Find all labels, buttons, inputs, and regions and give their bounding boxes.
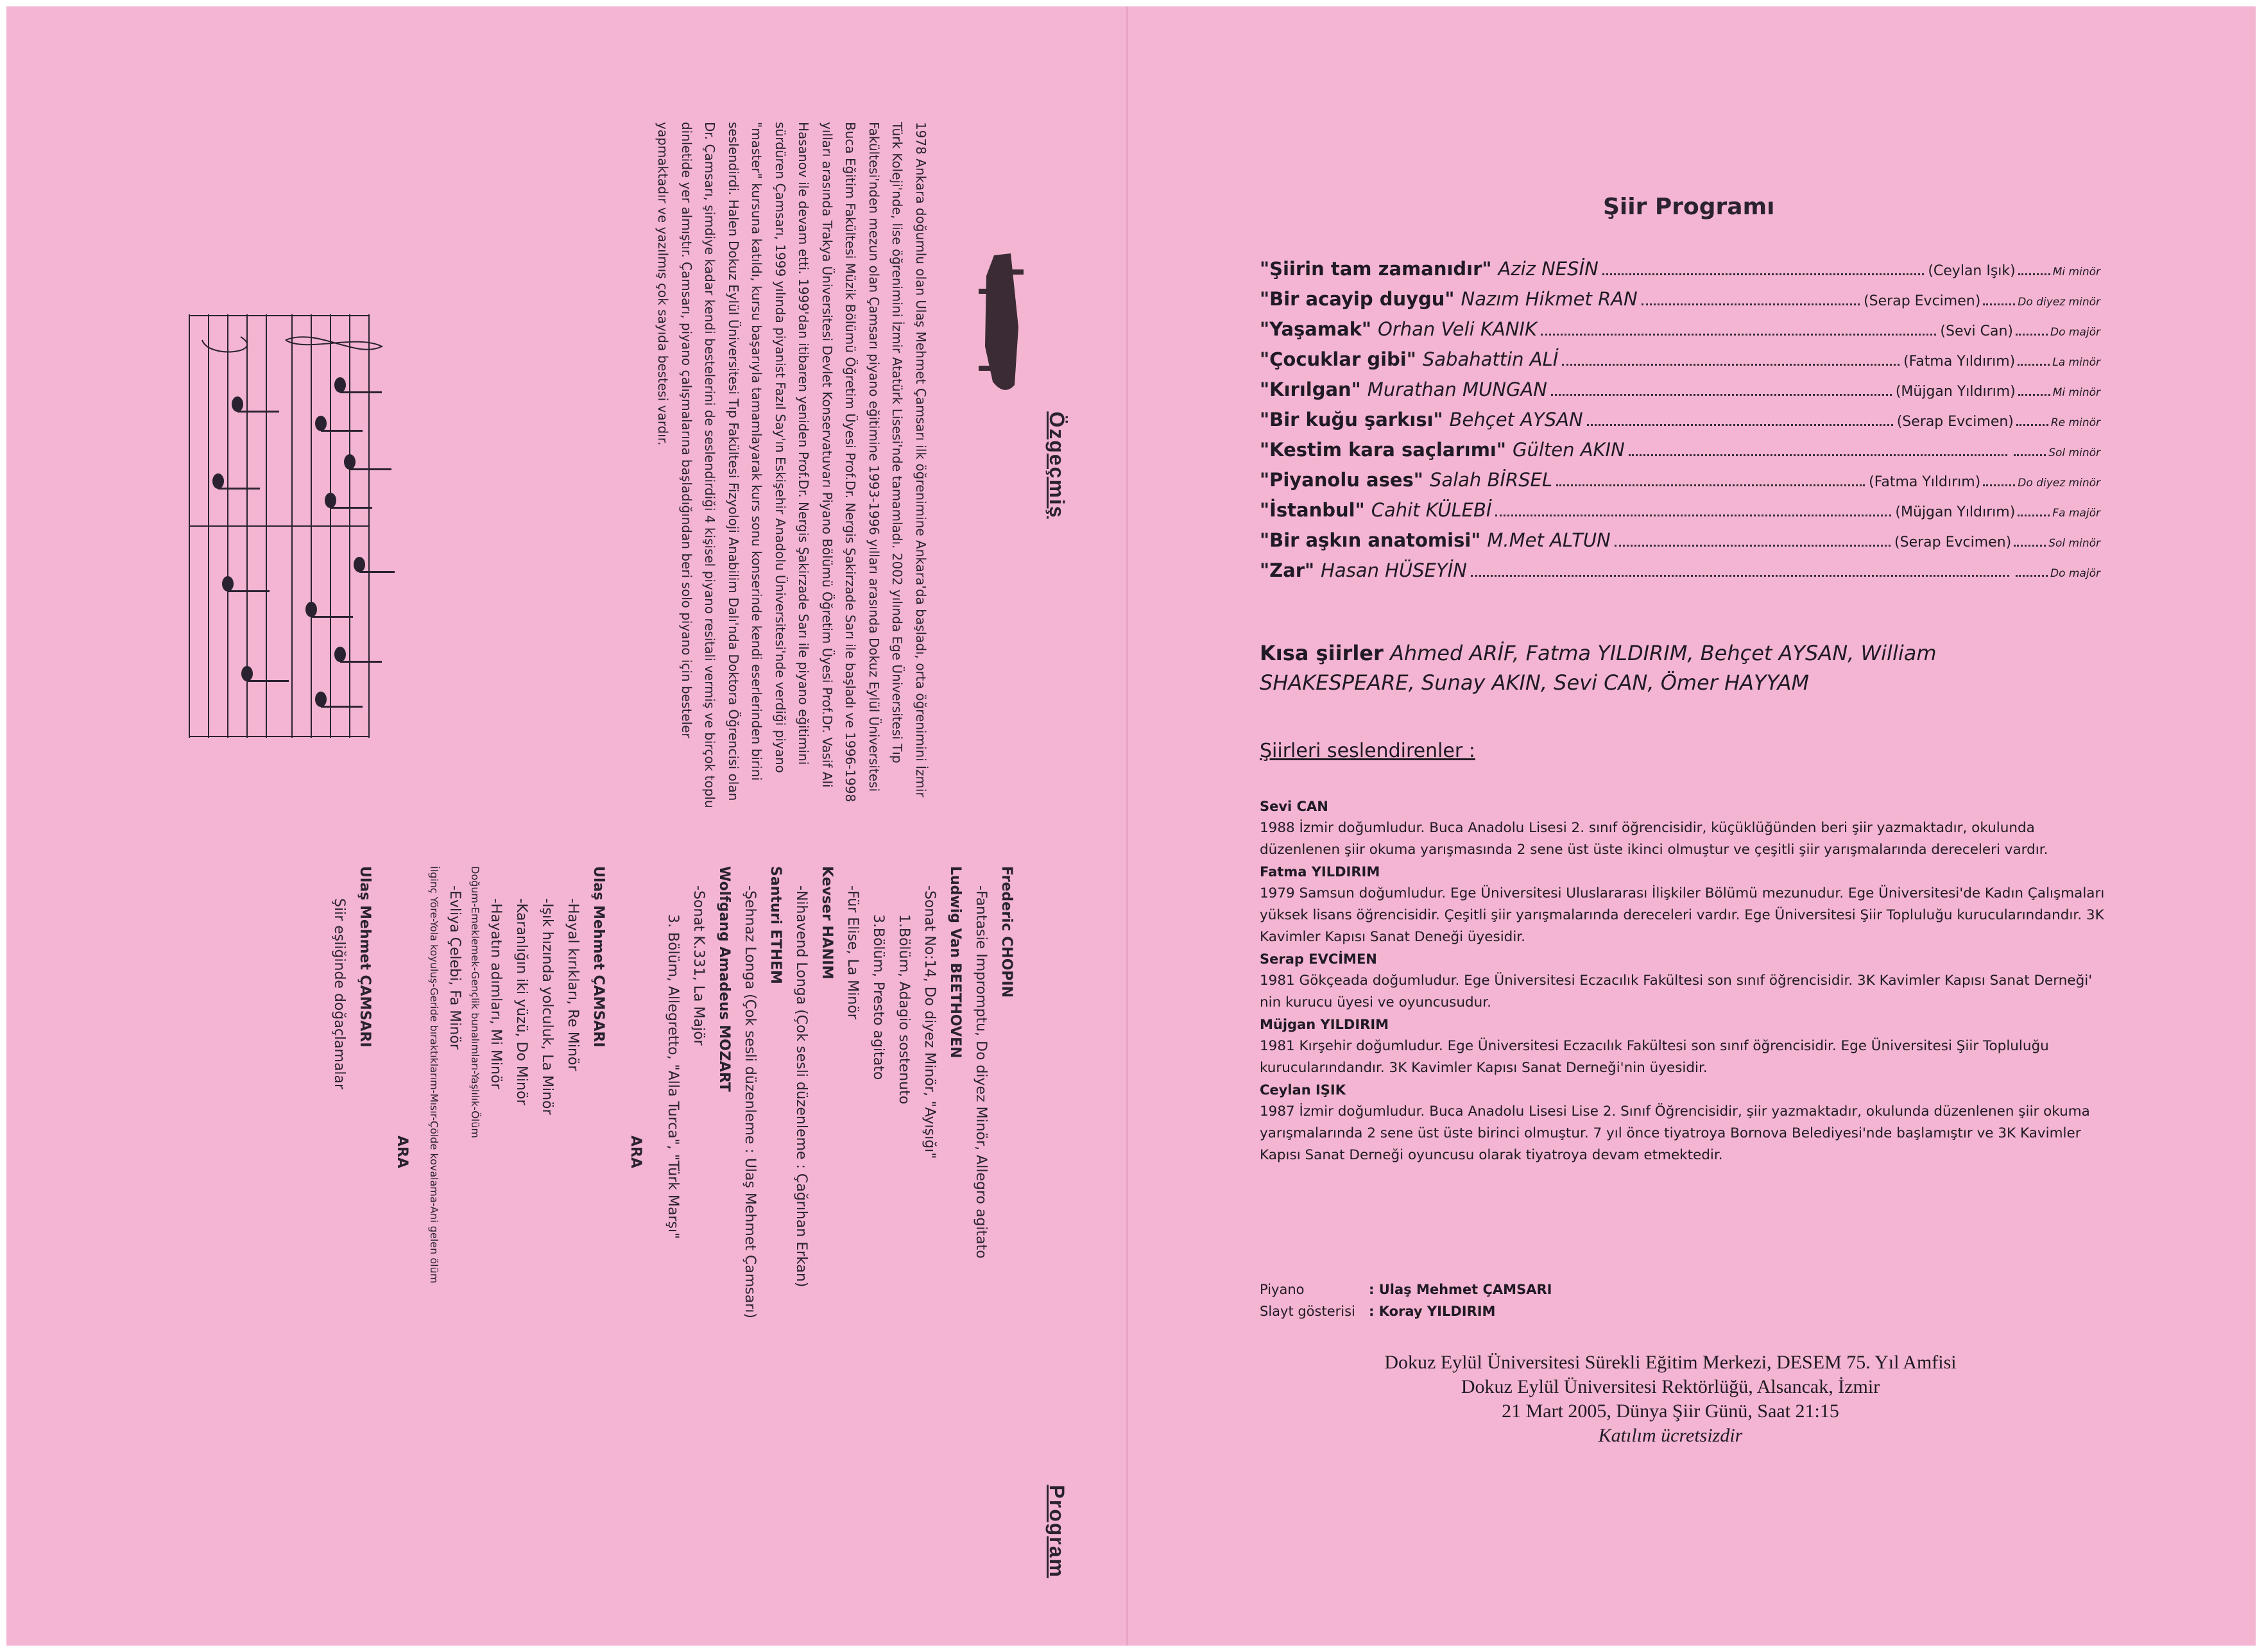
dot-leader bbox=[2018, 273, 2050, 275]
address-line: Dokuz Eylül Üniversitesi Rektörlüğü, Alsancak, İzmir bbox=[1461, 1376, 1880, 1397]
program-item: -Hayatın adımları, Mi Minör bbox=[488, 898, 504, 1089]
poem-reader: (Müjgan Yıldırım) bbox=[1895, 384, 2016, 400]
biography-heading: Özgeçmiş bbox=[1045, 411, 1068, 519]
poem-author: Salah BİRSEL bbox=[1429, 469, 1552, 491]
readers-heading: Şiirleri seslendirenler : bbox=[1260, 740, 1475, 762]
short-poems bbox=[1260, 638, 2055, 697]
program-item: -Sonat K.331, La Majör bbox=[690, 885, 707, 1046]
dot-leader bbox=[1551, 394, 1892, 396]
dot-leader bbox=[1642, 303, 1860, 305]
program-item: -Karanlığın iki yüzü, Do Minör bbox=[513, 898, 529, 1105]
program-item: -Evliya Çelebi, Fa Minör bbox=[447, 885, 463, 1050]
dot-leader bbox=[1983, 303, 2015, 305]
poem-title: "Zar" bbox=[1260, 559, 1315, 581]
credit-row-piano bbox=[1260, 1279, 1552, 1300]
poem-title: "Yaşamak" bbox=[1260, 318, 1372, 340]
poem-row bbox=[1260, 379, 2100, 409]
reader-name: Serap EVCİMEN bbox=[1260, 951, 1377, 967]
poem-key: Do majör bbox=[2050, 326, 2100, 339]
poetry-program-title: Şiir Programı bbox=[1603, 194, 1775, 220]
poem-key: Do diyez minör bbox=[2018, 477, 2100, 490]
reader-bio: 1979 Samsun doğumludur. Ege Üniversitesi Uluslararası İlişkiler Bölümü mezunudur. Ege Üniversitesi'de Kadın Çalışmaları yüksek lisans öğrencisidir. Çeşitli şiir yarışmalarında dereceleri vardır. Ege Üniversitesi Şiir Topluluğu kurucularındandır. 3K Kavimler Kapısı Sanat Deneği üyesidir. bbox=[1260, 885, 2105, 945]
program-item: -Nihavend Longa (Çok sesli düzenleme : Çağrıhan Erkan) bbox=[793, 885, 809, 1288]
poem-author: Murathan MUNGAN bbox=[1367, 379, 1547, 400]
poem-reader: (Fatma Yıldırım) bbox=[1869, 474, 1981, 490]
poem-reader: (Serap Evcimen) bbox=[1864, 293, 1981, 309]
dot-leader bbox=[2016, 575, 2048, 577]
poem-author: Aziz NESİN bbox=[1498, 258, 1599, 280]
program-item: -Hayal kırıkları, Re Minör bbox=[565, 898, 581, 1071]
poem-reader: (Fatma Yıldırım) bbox=[1903, 353, 2016, 370]
intermission-label: ARA bbox=[394, 1136, 410, 1168]
composer-name: Kevser HANIM bbox=[819, 866, 835, 980]
poem-key: Fa majör bbox=[2052, 507, 2100, 520]
music-staff-icon bbox=[183, 314, 395, 738]
biography-section bbox=[651, 122, 1068, 808]
date-line: 21 Mart 2005, Dünya Şiir Günü, Saat 21:15 bbox=[1502, 1401, 1839, 1422]
dot-leader bbox=[2016, 424, 2048, 426]
program-item: -Işık hızında yolculuk, La Minör bbox=[539, 898, 555, 1115]
program-item: İlginç Yöre-Yola koyuluş-Geride bıraktıklarım-Mısır-Çölde kovalama-Ani gelen ölüm bbox=[428, 866, 440, 1284]
credit-value: : Ulaş Mehmet ÇAMSARI bbox=[1369, 1282, 1552, 1297]
poem-key: Re minör bbox=[2050, 416, 2100, 429]
poem-title: "İstanbul" bbox=[1260, 499, 1365, 521]
poem-key: La minör bbox=[2052, 356, 2100, 369]
dot-leader bbox=[2014, 454, 2046, 456]
dot-leader bbox=[2018, 364, 2050, 366]
dot-leader bbox=[1495, 515, 1891, 516]
dot-leader bbox=[2016, 334, 2048, 336]
composer-name: Frederic CHOPIN bbox=[999, 866, 1015, 998]
dot-leader bbox=[1629, 454, 2007, 456]
poem-author: Cahit KÜLEBİ bbox=[1371, 499, 1492, 521]
poem-title: "Bir aşkın anatomisi" bbox=[1260, 529, 1481, 551]
reader-name: Sevi CAN bbox=[1260, 799, 1328, 814]
program-item: -Şehnaz Longa (Çok sesli düzenleme : Ulaş Mehmet Çamsarı) bbox=[742, 885, 758, 1318]
program-item: 1.Bölüm, Adagio sostenuto bbox=[896, 914, 912, 1105]
admission-line: Katılım ücretsizdir bbox=[1598, 1425, 1743, 1446]
poem-author: Sabahattin ALİ bbox=[1422, 348, 1559, 370]
poem-key: Sol minör bbox=[2048, 447, 2100, 459]
composer-name: Ulaş Mehmet ÇAMSARI bbox=[590, 866, 606, 1048]
poem-reader: (Serap Evcimen) bbox=[1894, 534, 2012, 550]
poem-reader: (Sevi Can) bbox=[1940, 323, 2013, 339]
poem-key: Mi minör bbox=[2052, 386, 2100, 399]
composer-name: Ludwig Van BEETHOVEN bbox=[947, 866, 963, 1059]
intermission-label: ARA bbox=[628, 1136, 644, 1168]
poem-author: M.Met ALTUN bbox=[1487, 529, 1611, 551]
poem-row bbox=[1260, 559, 2100, 590]
poem-key: Do diyez minör bbox=[2018, 296, 2100, 309]
music-program-section bbox=[326, 866, 1068, 1578]
program-heading: Program bbox=[1045, 1485, 1068, 1578]
left-panel bbox=[6, 6, 1126, 1646]
program-item: 3. Bölüm, Allegretto, "Alla Turca", "Türk Marşı" bbox=[665, 914, 681, 1239]
grand-piano-icon bbox=[979, 250, 1024, 398]
poem-author: Hasan HÜSEYİN bbox=[1321, 559, 1467, 581]
program-item: -Sonat No:14, Do diyez Minör, "Ayışığı" bbox=[922, 885, 938, 1159]
reader-bio: 1988 İzmir doğumludur. Buca Anadolu Lisesi 2. sınıf öğrencisidir, küçüklüğünden beri şiir yazmaktadır, okulunda düzenlenen şiir okuma yarışmasında 2 sene üst üste ikinci olmuştur ve çeşitli şiir yarışmalarında dereceleri vardır. bbox=[1260, 820, 2048, 858]
poem-title: "Kestim kara saçlarımı" bbox=[1260, 439, 1506, 461]
poem-row bbox=[1260, 439, 2100, 469]
poem-row bbox=[1260, 409, 2100, 439]
dot-leader bbox=[1541, 334, 1936, 336]
poem-reader: (Serap Evcimen) bbox=[1896, 414, 2014, 430]
program-item: Şiir eşliğinde doğaçlamalar bbox=[331, 898, 347, 1090]
credit-label: Piyano bbox=[1260, 1282, 1305, 1297]
poem-title: "Bir acayip duygu" bbox=[1260, 288, 1455, 310]
biography-text: 1978 Ankara doğumlu olan Ulaş Mehmet Çamsarı ilk öğrenimine Ankara'da başladı, orta öğrenimini İzmir Türk Koleji'nde, lise öğrenimini İzmir Atatürk Lisesi'nde tamamladı. 2002 yılında Ege Üniversitesi Tıp Fakültesi'nden mezun olan Çamsarı piyano eğitimine 1993-1996 yılları arasında Dokuz Eylül Üniversitesi Buca Eğitim Fakültesi Müzik Bölümü Öğretim Üyesi Prof.Dr. Nergis Şakirzade Sarı ile başladı ve 1996-1998 yılları arasında Trakya Üniversitesi Devlet Konservatuvarı Piyano Bölümü Öğretim Üyesi Prof.Dr. Vasif Ali Hasanov ile devam etti. 1999'dan itibaren yeniden Prof.Dr. Nergis Şakirzade Sarı ile piyano eğitimini sürdüren Çamsarı, 1999 yılında piyanist Fazıl Say'ın Eskişehir Anadolu Üniversitesi'nde verdiği piyano "master" kursuna katıldı, kursu başarıyla tamamlayarak kurs sonu konserinde kendi eserlerinden birini seslendirdi. Halen Dokuz Eylül Üniversitesi Tıp Fakültesi Fizyoloji Anabilim Dalı'nda Doktora Öğrencisi olan Dr. Çamsarı, şimdiye kadar kendi bestelerini de seslendirdiği 4 kişisel piyano resitali vermiş ve birçok toplu dinletide yer almıştır. Çamsarı, piyano çalışmalarına başladığından beri solo piyano için besteler yapmaktadır ve yazılmış çok sayıda bestesi vardır. bbox=[655, 122, 929, 808]
short-poems-label: Kısa şiirler bbox=[1260, 641, 1384, 665]
credit-name: Koray YILDIRIM bbox=[1378, 1304, 1496, 1319]
poem-title: "Bir kuğu şarkısı" bbox=[1260, 409, 1443, 430]
left-panel-rotated-content bbox=[87, 115, 1068, 1591]
poem-author: Behçet AYSAN bbox=[1449, 409, 1583, 430]
program-item: Doğum-Emeklemek-Gençlik bunalımları-Yaşlılık-Ölüm bbox=[469, 866, 481, 1138]
reader-bio: 1981 Kırşehir doğumludur. Ege Üniversitesi Eczacılık Fakültesi son sınıf öğrencisidir. Ege Üniversitesi Şiir Topluluğu kurucularındandır. 3K Kavimler Kapısı Sanat Derneği'nin üyesidir. bbox=[1260, 1038, 2049, 1076]
poem-key: Do majör bbox=[2050, 567, 2100, 580]
short-poems-poets: Ahmed ARİF, Fatma YILDIRIM, Behçet AYSAN, William SHAKESPEARE, Sunay AKIN, Sevi CAN, Ömer HAYYAM bbox=[1260, 641, 1937, 695]
reader-name: Fatma YILDIRIM bbox=[1260, 864, 1380, 880]
poem-row bbox=[1260, 258, 2100, 288]
dot-leader bbox=[1556, 484, 1865, 486]
dot-leader bbox=[2014, 545, 2046, 547]
dot-leader bbox=[1983, 484, 2015, 486]
reader-bio: 1987 İzmir doğumludur. Buca Anadolu Lisesi Lise 2. Sınıf Öğrencisidir, şiir yazmaktadır, okulunda düzenlenen şiir okuma yarışmalarında 2 sene üst üste birinci olmuştur. 7 yıl önce tiyatroya Bornova Belediyesi'nde başlamıştır ve 3K Kavimler Kapısı Sanat Derneği oyuncusu olarak tiyatroya devam etmektedir. bbox=[1260, 1103, 2090, 1163]
poem-title: "Piyanolu ases" bbox=[1260, 469, 1423, 491]
poem-author: Gülten AKIN bbox=[1512, 439, 1625, 461]
dot-leader bbox=[1602, 273, 1925, 275]
program-item: 3.Bölüm, Presto agitato bbox=[870, 914, 886, 1080]
venue-info bbox=[1244, 1350, 2097, 1448]
credit-row-slideshow bbox=[1260, 1300, 1552, 1322]
dot-leader bbox=[1471, 575, 2009, 577]
poem-list bbox=[1260, 258, 2100, 590]
poem-row bbox=[1260, 348, 2100, 379]
credit-name: Ulaş Mehmet ÇAMSARI bbox=[1378, 1282, 1552, 1297]
reader-name: Müjgan YILDIRIM bbox=[1260, 1017, 1389, 1032]
poem-author: Nazım Hikmet RAN bbox=[1461, 288, 1638, 310]
dot-leader bbox=[1562, 364, 1900, 366]
poem-title: "Şiirin tam zamanıdır" bbox=[1260, 258, 1492, 280]
composer-name: Santuri ETHEM bbox=[768, 866, 784, 984]
poem-reader: (Müjgan Yıldırım) bbox=[1895, 504, 2016, 520]
brochure-sheet bbox=[6, 6, 2256, 1646]
poem-row bbox=[1260, 499, 2100, 529]
poem-key: Mi minör bbox=[2052, 266, 2100, 278]
poem-key: Sol minör bbox=[2048, 537, 2100, 550]
program-item: -Für Elise, La Minör bbox=[845, 885, 861, 1019]
right-panel bbox=[1128, 6, 2256, 1646]
dot-leader bbox=[2018, 394, 2050, 396]
credits bbox=[1260, 1279, 1552, 1322]
credit-value: : Koray YILDIRIM bbox=[1369, 1304, 1496, 1319]
poem-row bbox=[1260, 529, 2100, 559]
reader-name: Ceylan IŞIK bbox=[1260, 1082, 1346, 1098]
poem-row bbox=[1260, 288, 2100, 318]
program-list bbox=[326, 866, 1019, 1578]
reader-bio: 1981 Gökçeada doğumludur. Ege Üniversitesi Eczacılık Fakültesi son sınıf öğrencisidir. 3K Kavimler Kapısı Sanat Derneği' nin kurucu üyesi ve oyuncusudur. bbox=[1260, 973, 2093, 1010]
credit-label: Slayt gösterisi bbox=[1260, 1304, 1355, 1319]
dot-leader bbox=[1587, 424, 1893, 426]
poem-reader: (Ceylan Işık) bbox=[1928, 263, 2016, 279]
poem-author: Orhan Veli KANIK bbox=[1378, 318, 1537, 340]
poem-title: "Kırılgan" bbox=[1260, 379, 1361, 400]
dot-leader bbox=[1615, 545, 1891, 547]
program-item: -Fantasie Impromptu, Do diyez Minör, Allegro agitato bbox=[973, 885, 989, 1259]
composer-name: Wolfgang Amadeus MOZART bbox=[716, 866, 732, 1092]
readers-list bbox=[1260, 796, 2107, 1166]
composer-name: Ulaş Mehmet ÇAMSARI bbox=[357, 866, 373, 1048]
venue-line: Dokuz Eylül Üniversitesi Sürekli Eğitim Merkezi, DESEM 75. Yıl Amfisi bbox=[1384, 1352, 1957, 1373]
poem-row bbox=[1260, 469, 2100, 499]
poem-title: "Çocuklar gibi" bbox=[1260, 348, 1416, 370]
dot-leader bbox=[2018, 515, 2050, 516]
poem-row bbox=[1260, 318, 2100, 348]
